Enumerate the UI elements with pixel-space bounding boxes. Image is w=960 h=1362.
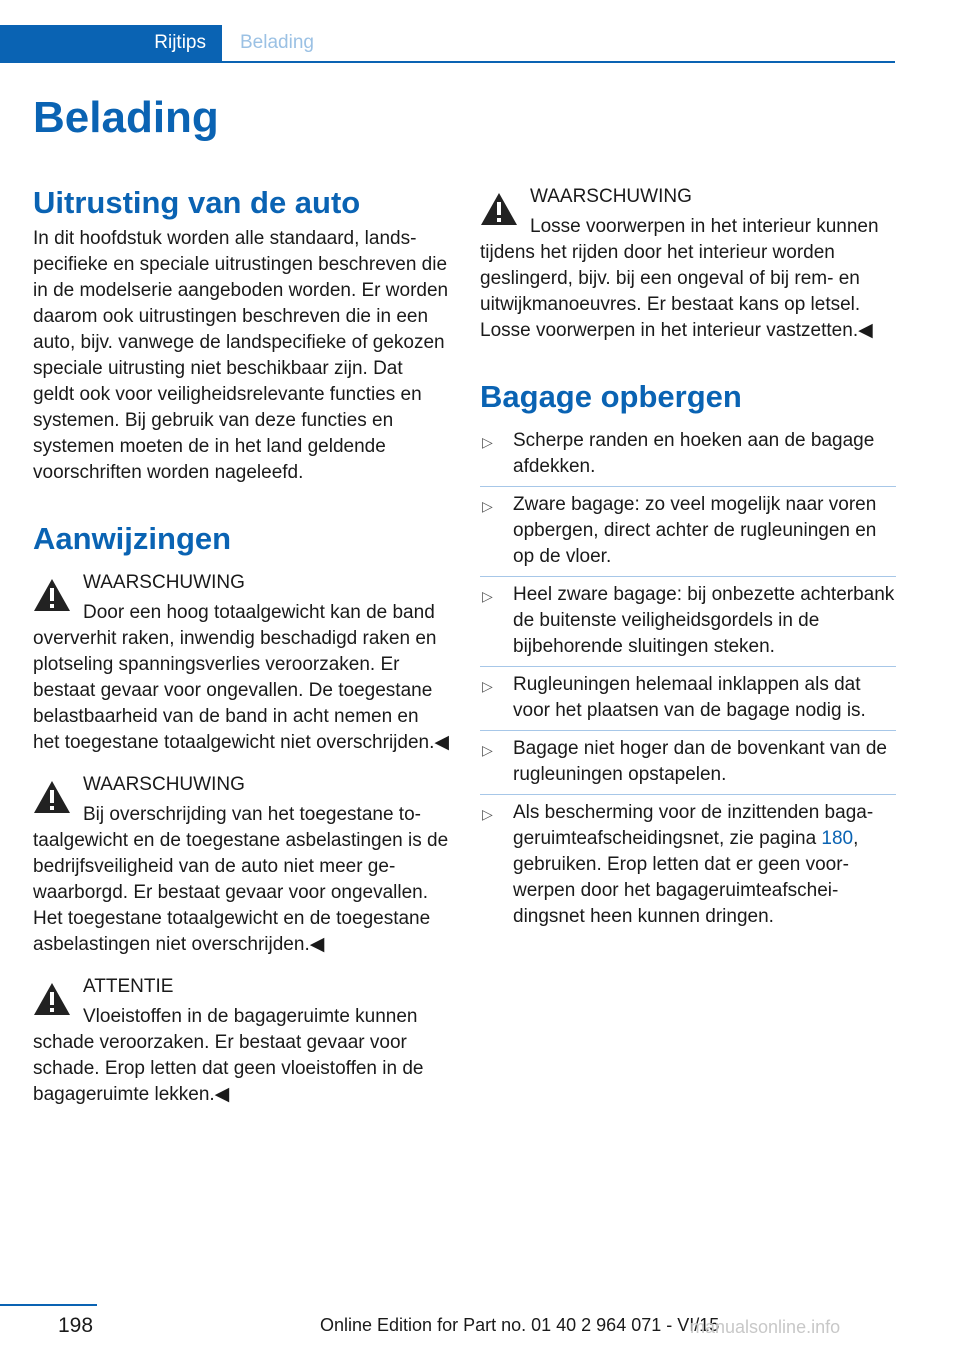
list-item [480, 492, 896, 577]
bullet-triangle-icon: ▷ [482, 498, 493, 514]
tab-rijtips-label: Rijtips [154, 32, 206, 53]
page-number: 198 [58, 1314, 94, 1337]
warning-text: Losse voorwerpen in het interieur kunnen tijdens het rijden door het interieur worden geslingerd, bijv. bij een ongeval of bij rem- en uitwijkmanoeuvres. Er bestaat kans op letsel. Losse voorwerpen in het interieur vastzetten.◀ [480, 216, 879, 341]
list-item [480, 800, 896, 936]
footer-divider [0, 1304, 97, 1306]
top-navigation-bar [0, 25, 895, 63]
list-item-text: Rugleuningen helemaal inklappen als dat voor het plaatsen van de bagage nodig is. [513, 674, 866, 721]
tab-rijtips[interactable] [0, 25, 222, 61]
page-title: Belading [33, 93, 219, 142]
list-item-text: Scherpe randen en hoeken aan de bagage afdekken. [513, 430, 875, 477]
warning-text: Door een hoog totaalgewicht kan de band oververhit raken, inwendig beschadigd raken en plotseling spanningsverlies veroorzaken. Er bestaat gevaar voor ongevallen. De toegestane belastbaarheid van de band in acht nemen en het toegestane totaalgewicht niet overschrijden.◀ [33, 602, 449, 753]
warning-block-4 [480, 184, 896, 344]
section-title-bagage-opbergen: Bagage opbergen [480, 379, 742, 414]
bullet-triangle-icon: ▷ [482, 434, 493, 450]
warning-block-3 [33, 974, 449, 1108]
list-item [480, 582, 896, 667]
warning-triangle-icon [480, 192, 518, 226]
list-item-text: Als bescherming voor de inzittenden bagageruimteafscheidingsnet, zie pagina [513, 802, 874, 849]
tab-belading[interactable]: Belading [240, 32, 314, 53]
attention-text: Vloeistoffen in de bagageruimte kunnen schade veroorzaken. Er bestaat gevaar voor schade. Erop letten dat geen vloeistoffen in de bagageruimte lekken.◀ [33, 1006, 424, 1105]
right-column [480, 184, 896, 941]
list-item-text: Heel zware bagage: bij onbezette achterbank de buitenste veiligheidsgordels in de bijbehorende sluitingen steken. [513, 584, 895, 657]
bullet-triangle-icon: ▷ [482, 742, 493, 758]
section-body-uitrusting: In dit hoofdstuk worden alle standaard, landspecifieke en speciale uitrustingen beschreven die in de modelserie aangeboden worden. Er worden daarom ook uitrustingen beschreven die in een auto, bijv. vanwege de landspecifieke of gekozen speciale uitrusting niet beschikbaar zijn. Dat geldt ook voor veiligheidsrelevante functies en systemen. Bij gebruik van deze functies en systemen moeten de in het land geldende voorschriften worden nageleefd. [33, 228, 449, 483]
warning-triangle-icon [33, 578, 71, 612]
warning-label: WAARSCHUWING [530, 186, 692, 207]
warning-triangle-icon [33, 780, 71, 814]
list-item-text: Bagage niet hoger dan de bovenkant van de rugleuningen opstapelen. [513, 738, 887, 785]
bullet-triangle-icon: ▷ [482, 588, 493, 604]
attention-label: ATTENTIE [83, 976, 174, 997]
warning-label: WAARSCHUWING [83, 774, 245, 795]
warning-label: WAARSCHUWING [83, 572, 245, 593]
bullet-triangle-icon: ▷ [482, 806, 493, 822]
bullet-triangle-icon: ▷ [482, 678, 493, 694]
list-item-text: , gebruiken. Erop letten dat er geen voorwerpen door het bagageruimteafscheidingsnet heen kunnen dringen. [513, 828, 859, 927]
list-item [480, 736, 896, 795]
warning-block-2 [33, 772, 449, 958]
warning-triangle-icon [33, 982, 71, 1016]
list-item [480, 672, 896, 731]
list-item [480, 428, 896, 487]
watermark: manualsonline.info [690, 1317, 841, 1337]
left-column [33, 184, 449, 1108]
bagage-list [480, 428, 896, 936]
section-title-aanwijzingen: Aanwijzingen [33, 521, 232, 556]
list-item-text: Zware bagage: zo veel mogelijk naar voren opbergen, direct achter de rugleuningen en op de vloer. [513, 494, 877, 567]
section-title-uitrusting: Uitrusting van de auto [33, 185, 361, 220]
edition-text: Online Edition for Part no. 01 40 2 964 071 - VI/15 [320, 1315, 720, 1335]
warning-block-1 [33, 570, 449, 756]
warning-text: Bij overschrijding van het toegestane totaalgewicht en de toegestane asbelastingen is de bedrijfsveiligheid van de auto niet meer gewaarborgd. Er bestaat gevaar voor ongevallen. Het toegestane totaalgewicht en de toegestane asbelastingen niet overschrijden.◀ [33, 804, 449, 955]
page-link-180[interactable]: 180 [821, 828, 854, 849]
